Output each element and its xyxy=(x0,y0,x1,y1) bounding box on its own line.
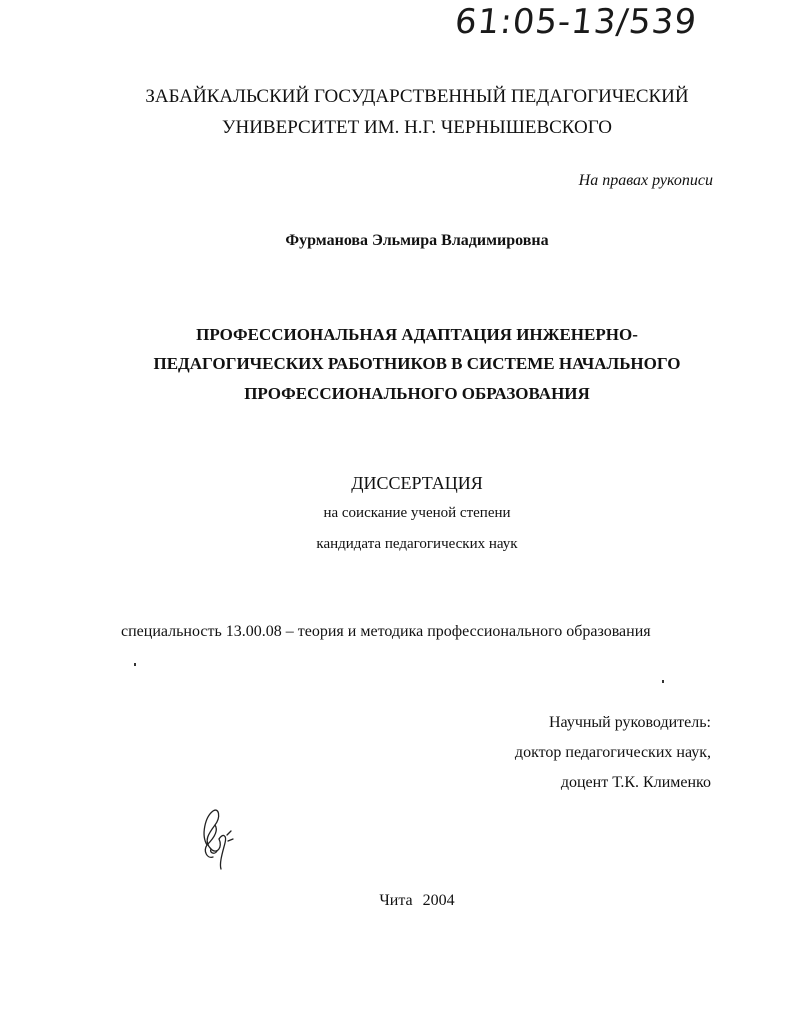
archive-code: 61:05-13/539 xyxy=(452,2,699,42)
thesis-title-line-3: ПРОФЕССИОНАЛЬНОГО ОБРАЗОВАНИЯ xyxy=(244,384,590,403)
manuscript-note: На правах рукописи xyxy=(578,172,713,189)
advisor-name: доцент Т.К. Клименко xyxy=(560,774,711,791)
thesis-title-line-2: ПЕДАГОГИЧЕСКИХ РАБОТНИКОВ В СИСТЕМЕ НАЧАЛЬНОГО xyxy=(153,354,681,373)
author-name: Фурманова Эльмира Владимировна xyxy=(285,232,549,249)
university-name-line-1: ЗАБАЙКАЛЬСКИЙ ГОСУДАРСТВЕННЫЙ ПЕДАГОГИЧЕСКИЙ xyxy=(145,86,689,107)
place-and-year: Чита 2004 xyxy=(379,892,455,909)
university-name-line-2: УНИВЕРСИТЕТ ИМ. Н.Г. ЧЕРНЫШЕВСКОГО xyxy=(222,117,612,138)
advisor-label: Научный руководитель: xyxy=(548,714,711,731)
degree-line-1: на соискание ученой степени xyxy=(323,505,511,521)
scan-speck xyxy=(662,680,664,683)
signature-mark xyxy=(193,805,243,871)
scan-speck xyxy=(134,663,136,666)
dissertation-type: ДИССЕРТАЦИЯ xyxy=(351,473,483,493)
thesis-title-line-1: ПРОФЕССИОНАЛЬНАЯ АДАПТАЦИЯ ИНЖЕНЕРНО- xyxy=(196,325,638,344)
specialty-line: специальность 13.00.08 – теория и методика профессионального образования xyxy=(121,623,651,640)
advisor-degree: доктор педагогических наук, xyxy=(514,744,711,761)
degree-line-2: кандидата педагогических наук xyxy=(316,536,518,552)
